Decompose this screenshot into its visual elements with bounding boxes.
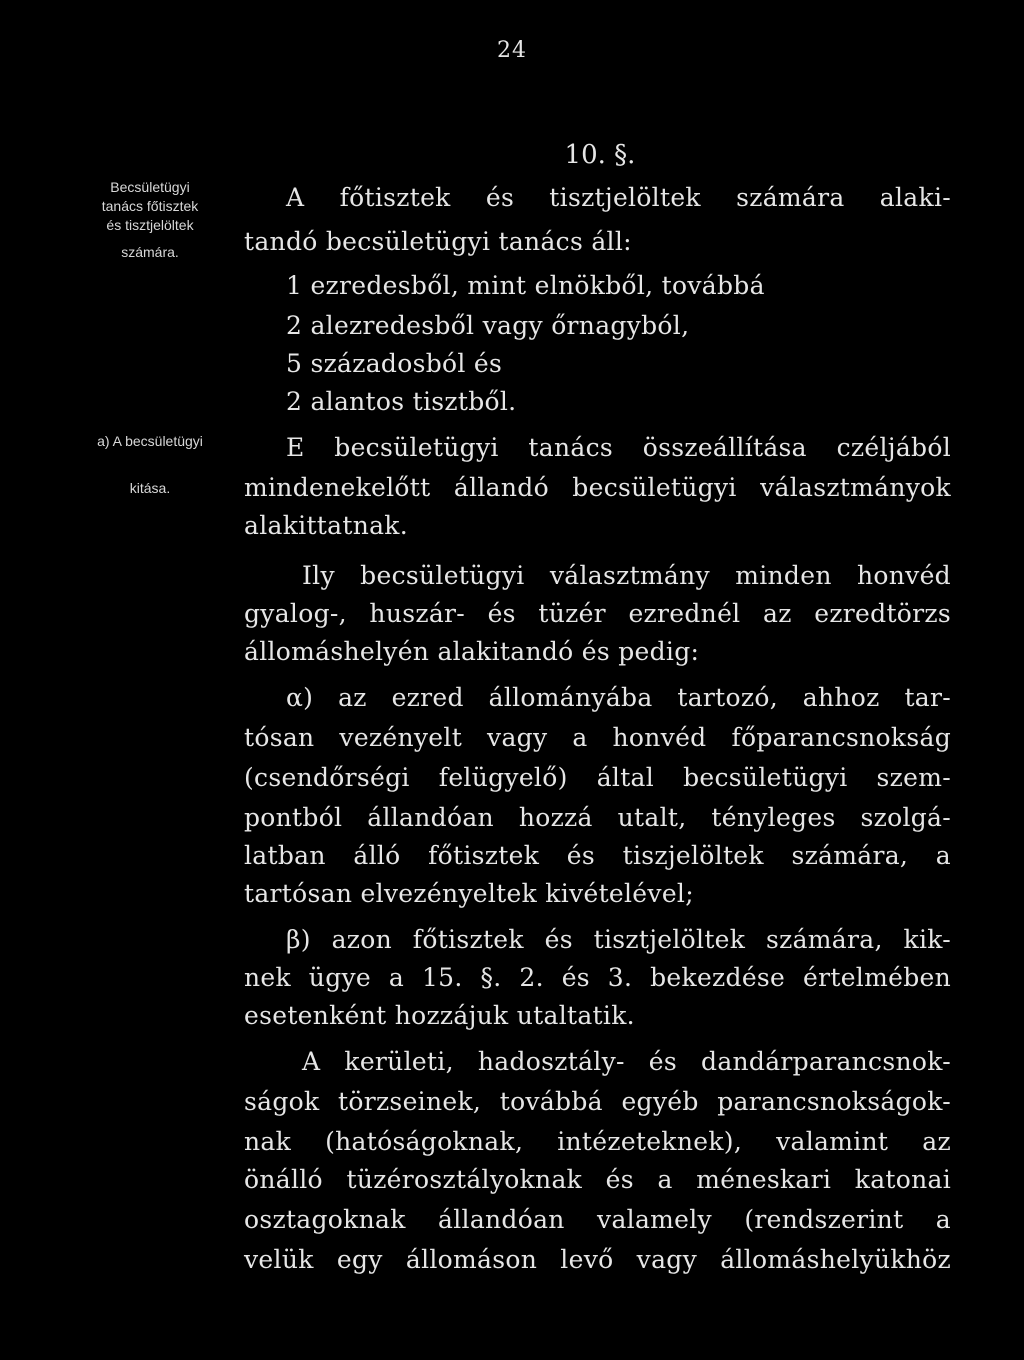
text-line: 2 alantos tisztből. [286,387,517,416]
text-line: gyalog-, huszár- és tüzér ezrednél az ezredtörzs [244,599,951,628]
margin-note-line: számára. [121,244,179,260]
margin-note-court [60,178,240,262]
text-line: esetenként hozzájuk utaltatik. [244,1001,635,1030]
text-line: alakittatnak. [244,511,408,540]
text-line: A kerületi, hadosztály- és dandárparancsnok- [302,1047,951,1076]
margin-note-line: tanács főtisztek [101,198,199,214]
margin-note-line: kitása. [129,480,171,496]
section-number: 10. §. [564,140,636,170]
text-line: α) az ezred állományába tartozó, ahhoz tar- [286,683,951,712]
text-line: osztagoknak állandóan valamely (rendszerint a [244,1205,951,1234]
text-line: nek ügye a 15. §. 2. és 3. bekezdése értelmében [244,963,951,992]
text-line: tósan vezényelt vagy a honvéd főparancsnokság [244,723,951,752]
text-line: 1 ezredesből, mint elnökből, továbbá [286,271,765,300]
text-line: pontból állandóan hozzá utalt, tényleges szolgá- [244,803,951,832]
text-line: velük egy állomáson levő vagy állomáshelyükhöz [244,1245,951,1274]
text-line: A főtisztek és tisztjelöltek számára alaki- [286,183,951,212]
text-line: 2 alezredesből vagy őrnagyból, [286,311,690,340]
text-line: latban álló főtisztek és tiszjelöltek számára, a [244,841,951,870]
margin-note-line: a) A becsületügyi [97,433,203,449]
text-line: 5 századosból és [286,349,503,378]
margin-note-committee [60,432,240,498]
text-line: állomáshelyén alakitandó és pedig: [244,637,700,666]
text-line: Ily becsületügyi választmány minden honvéd [302,561,951,590]
margin-note-line: és tisztjelöltek [106,217,194,233]
text-line: β) azon főtisztek és tisztjelöltek számára, kik- [286,925,951,954]
margin-note-line: Becsületügyi [110,179,190,195]
text-line: tandó becsületügyi tanács áll: [244,227,632,256]
text-line: mindenekelőtt állandó becsületügyi választmányok [244,473,951,502]
text-line: (csendőrségi felügyelő) által becsületügyi szem- [244,763,951,792]
page-number: 24 [497,38,527,63]
text-line: önálló tüzérosztályoknak és a méneskari katonai [244,1165,951,1194]
text-line: ságok törzseinek, továbbá egyéb parancsnokságok- [244,1087,951,1116]
text-line: nak (hatóságoknak, intézeteknek), valamint az [244,1127,951,1156]
text-line: E becsületügyi tanács összeállítása czéljából [286,433,951,462]
text-line: tartósan elvezényeltek kivételével; [244,879,694,908]
